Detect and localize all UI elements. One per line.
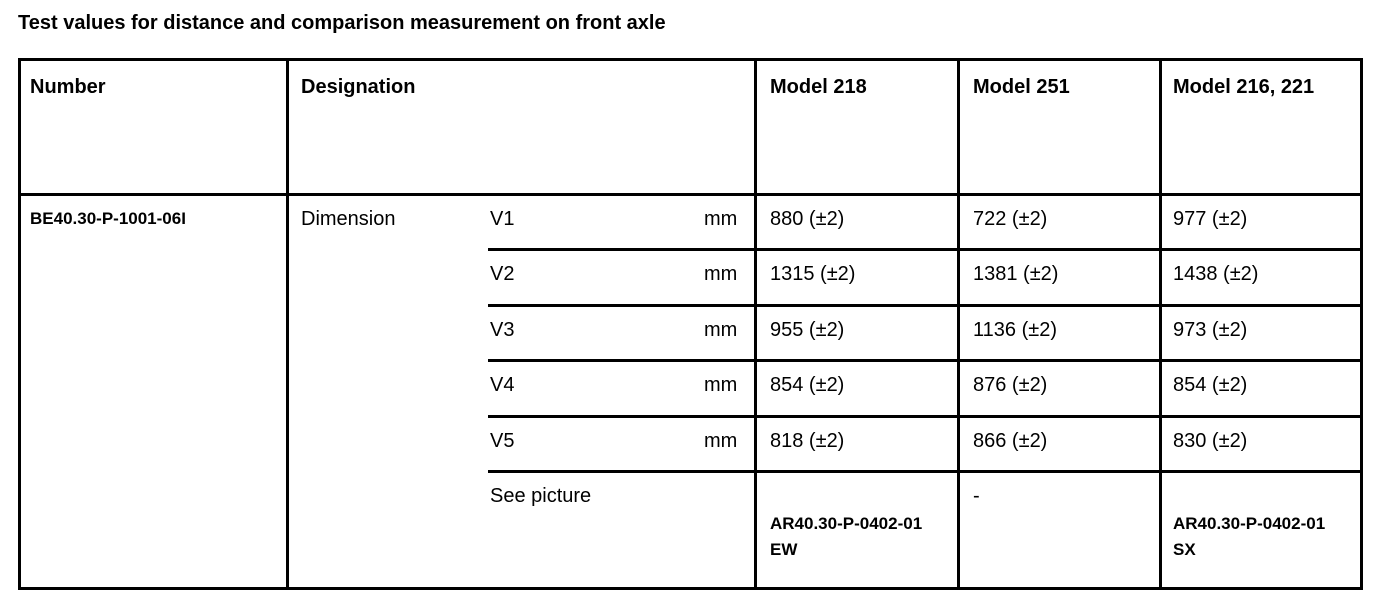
row-label: V1 [490,208,515,230]
row-unit: mm [704,319,738,341]
header-model-218: Model 218 [770,76,867,98]
picture-ref-line: AR40.30-P-0402-01 [770,514,923,533]
value-model-216-221: 1438 (±2) [1173,263,1259,285]
record-number: BE40.30-P-1001-06I [30,209,186,228]
header-number: Number [30,76,106,98]
picture-ref-model-251: - [973,485,980,507]
row-divider [488,304,1360,307]
value-model-218: 854 (±2) [770,374,845,396]
record-designation: Dimension [301,208,396,230]
column-divider [754,61,757,587]
value-model-251: 1381 (±2) [973,263,1059,285]
header-designation: Designation [301,76,416,98]
row-label: V5 [490,430,515,452]
row-divider [488,359,1360,362]
row-divider [488,415,1360,418]
row-label: V3 [490,319,515,341]
column-divider [286,61,289,587]
value-model-216-221: 854 (±2) [1173,374,1248,396]
page-title: Test values for distance and comparison measurement on front axle [18,12,666,34]
header-divider [21,193,1360,196]
test-values-table [18,58,1363,590]
value-model-216-221: 977 (±2) [1173,208,1248,230]
value-model-218: 880 (±2) [770,208,845,230]
picture-ref-line: SX [1173,540,1196,559]
row-label: V4 [490,374,515,396]
row-divider [488,248,1360,251]
picture-ref-model-218 [770,511,922,563]
value-model-251: 866 (±2) [973,430,1048,452]
value-model-216-221: 830 (±2) [1173,430,1248,452]
row-divider [488,470,1360,473]
value-model-251: 722 (±2) [973,208,1048,230]
row-unit: mm [704,263,738,285]
column-divider [957,61,960,587]
row-unit: mm [704,430,738,452]
header-model-216-221: Model 216, 221 [1173,76,1315,98]
picture-ref-line: AR40.30-P-0402-01 [1173,514,1326,533]
value-model-218: 955 (±2) [770,319,845,341]
picture-ref-line: EW [770,540,798,559]
value-model-218: 1315 (±2) [770,263,856,285]
value-model-216-221: 973 (±2) [1173,319,1248,341]
value-model-251: 1136 (±2) [973,319,1057,341]
row-label: V2 [490,263,515,285]
value-model-251: 876 (±2) [973,374,1048,396]
see-picture-label: See picture [490,485,592,507]
picture-ref-model-216-221 [1173,511,1325,563]
value-model-218: 818 (±2) [770,430,845,452]
header-model-251: Model 251 [973,76,1070,98]
row-unit: mm [704,374,738,396]
column-divider [1159,61,1162,587]
row-unit: mm [704,208,738,230]
